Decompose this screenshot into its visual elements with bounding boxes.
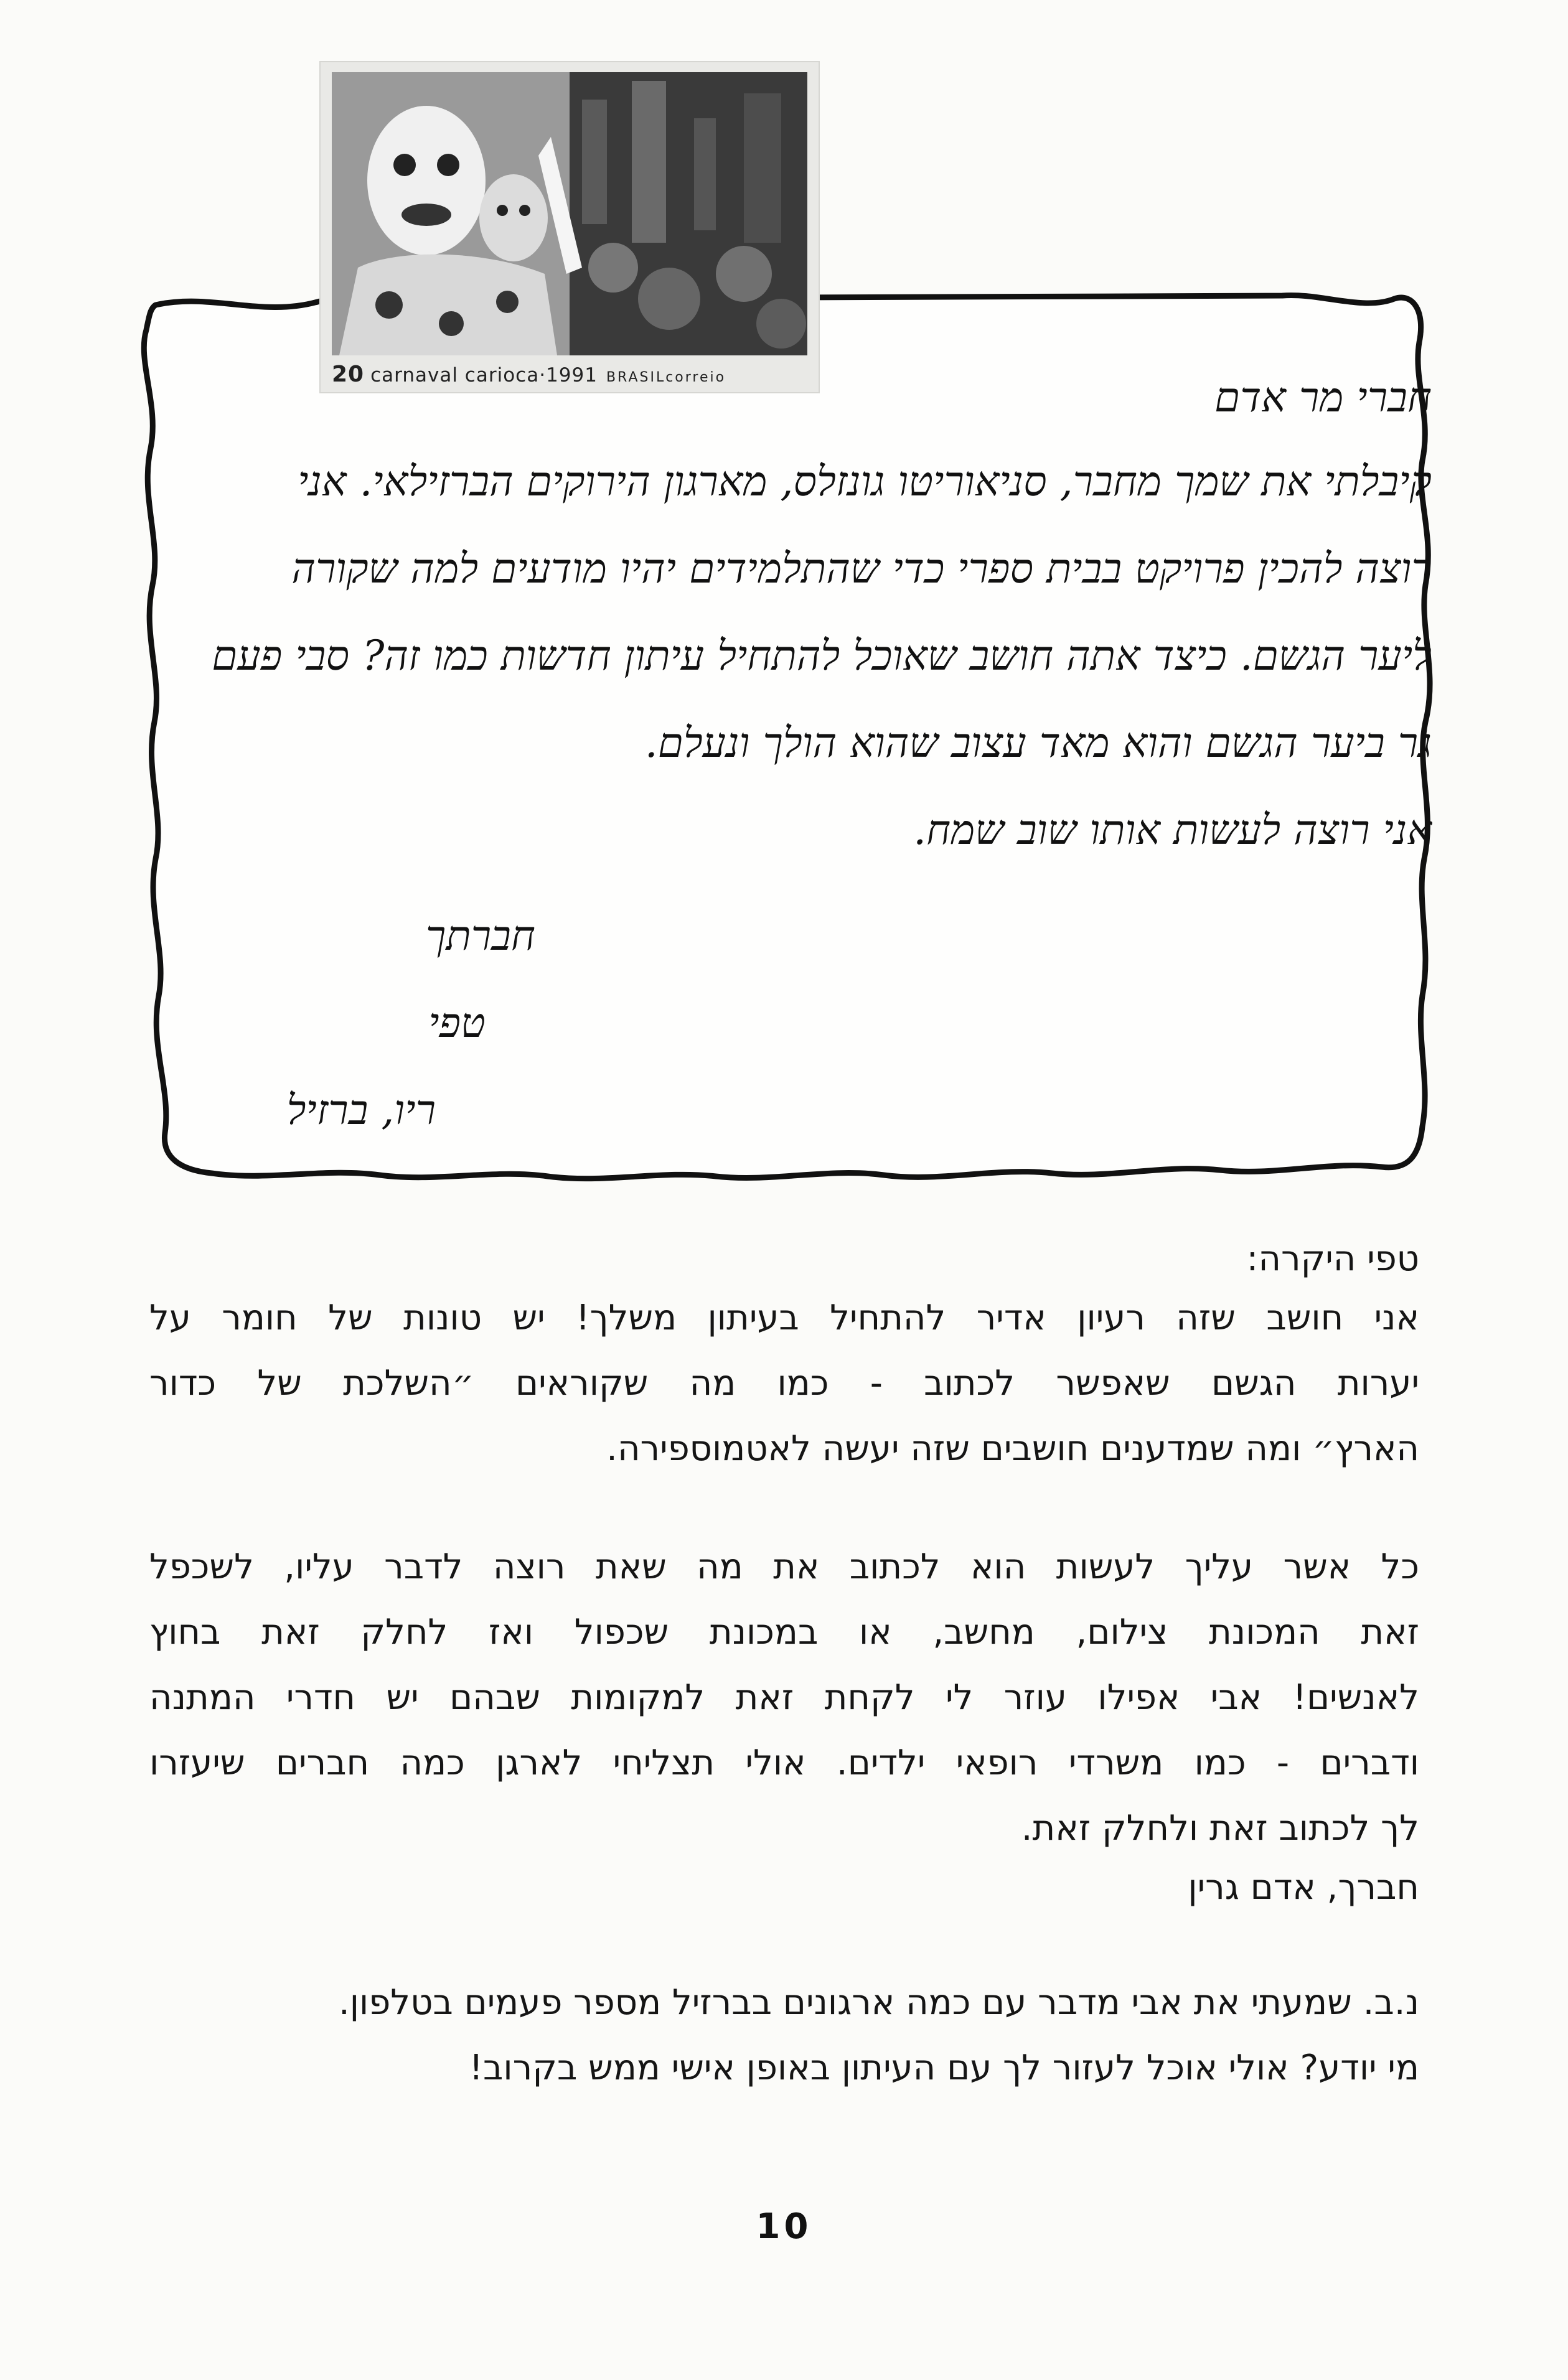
stamp-title: carnaval carioca·1991 — [370, 364, 598, 387]
carnival-stamp — [321, 62, 819, 392]
letter-line: קיבלתי את שמך מחבר, סניאוריטו גונזלס, מארגון הירוקים הברזילאי. אני — [298, 457, 1432, 505]
reply-postscript-line: נ.ב. שמעתי את אבי מדבר עם כמה ארגונים בברזיל מספר פעמים בטלפון. — [339, 1982, 1419, 2023]
reply-line: לאנשים! אבי אפילו עוזר לי לקחת זאת למקומות שבהם יש חדרי המתנה — [149, 1677, 1419, 1718]
reply-line: יערות הגשם שאפשר לכתוב - כמו מה שקוראים ״השלכת של כדור — [149, 1363, 1419, 1403]
letter-signature: טפי — [428, 999, 486, 1047]
letter-line: אני רוצה לעשות אותו שוב שמח. — [913, 806, 1432, 854]
stamp-value: 20 — [332, 362, 365, 387]
reply-line: כל אשר עליך לעשות הוא לכתוב את מה שאת רוצה לדבר עליו, לשכפל — [149, 1547, 1419, 1587]
letter-line: ליער הגשם. כיצד אתה חושב שאוכל להתחיל עיתון חדשות כמו זה? סבי פעם — [212, 632, 1432, 680]
letter-greeting: חברי מר אדם — [1214, 373, 1432, 421]
reply-signoff: חברך, אדם גרין — [1188, 1867, 1419, 1908]
reply-line: הארץ״ ומה שמדענים חושבים שזה יעשה לאטמוספירה. — [606, 1428, 1419, 1469]
reply-salutation: טפי היקרה: — [1246, 1239, 1419, 1279]
reply-line: לך לכתוב זאת ולחלק זאת. — [1021, 1808, 1419, 1848]
reply-line: זאת המכונת צילום, מחשב, או במכונת שכפול ואז לחלק זאת בחוץ — [149, 1612, 1419, 1652]
page-number: 10 — [756, 2206, 812, 2247]
reply-postscript-line: מי יודע? אולי אוכל לעזור לך עם העיתון באופן אישי ממש בקרוב! — [469, 2048, 1419, 2088]
reply-line: ודברים - כמו משרדי רופאי ילדים. אולי תצליחי לארגן כמה חברים שיעזרו — [149, 1743, 1419, 1783]
stamp-brand: BRASILcorreio — [606, 370, 726, 385]
letter-place: ריו, ברזיל — [286, 1086, 436, 1134]
reply-line: אני חושב שזה רעיון אדיר להתחיל בעיתון משלך! יש טונות של חומר על — [149, 1298, 1419, 1338]
stamp-caption — [332, 362, 811, 387]
letter-closing: חברתך — [426, 912, 535, 960]
letter-line: רוצה להכין פרויקט בבית ספרי כדי שהתלמידים יהיו מודעים למה שקורה — [291, 545, 1432, 593]
letter-line: גר ביער הגשם והוא מאד עצוב שהוא הולך ונעלם. — [644, 719, 1432, 767]
